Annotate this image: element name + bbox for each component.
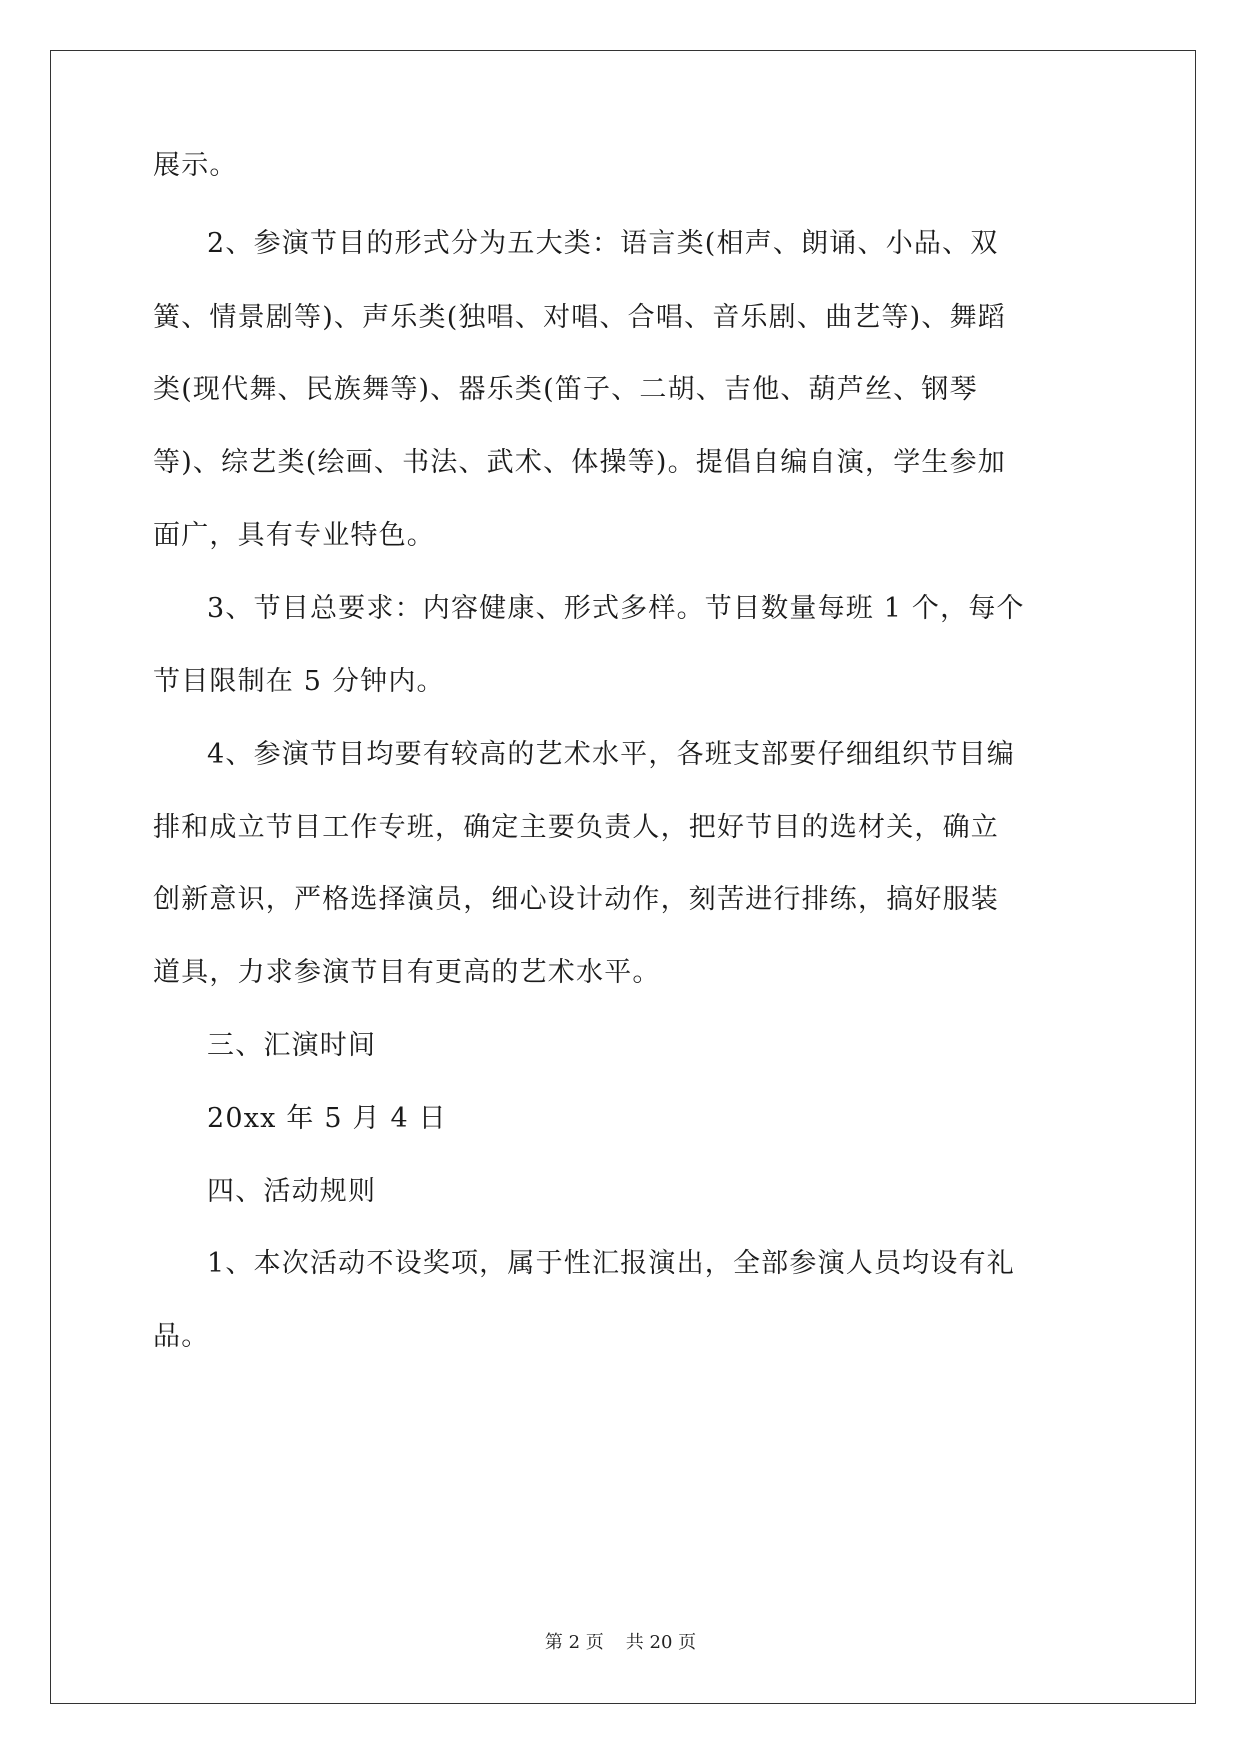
text-line: 展示。	[153, 150, 238, 181]
text-line: 3、节目总要求：内容健康、形式多样。节目数量每班 1 个，每个	[207, 593, 1025, 624]
text-line: 排和成立节目工作专班，确定主要负责人，把好节目的选材关，确立	[153, 812, 999, 843]
section-heading: 四、活动规则	[207, 1176, 377, 1207]
text-line: 20xx 年 5 月 4 日	[207, 1103, 447, 1134]
text-line: 面广，具有专业特色。	[153, 520, 435, 551]
page-footer	[0, 1631, 1241, 1655]
text-line: 2、参演节目的形式分为五大类：语言类(相声、朗诵、小品、双	[207, 228, 999, 259]
text-line: 簧、情景剧等)、声乐类(独唱、对唱、合唱、音乐剧、曲艺等)、舞蹈	[153, 302, 1006, 333]
text-line: 道具，力求参演节目有更高的艺术水平。	[153, 957, 661, 988]
text-line: 1、本次活动不设奖项，属于性汇报演出，全部参演人员均设有礼	[207, 1248, 1015, 1279]
section-heading: 三、汇演时间	[207, 1030, 377, 1061]
text-line: 品。	[153, 1321, 210, 1352]
text-line: 等)、综艺类(绘画、书法、武术、体操等)。提倡自编自演，学生参加	[153, 447, 1006, 478]
text-line: 创新意识，严格选择演员，细心设计动作，刻苦进行排练，搞好服装	[153, 884, 999, 915]
text-line: 类(现代舞、民族舞等)、器乐类(笛子、二胡、吉他、葫芦丝、钢琴	[153, 374, 978, 405]
page-number: 第 2 页	[544, 1632, 604, 1653]
text-line: 节目限制在 5 分钟内。	[153, 666, 445, 697]
text-line: 4、参演节目均要有较高的艺术水平，各班支部要仔细组织节目编	[207, 739, 1015, 770]
page-total: 共 20 页	[625, 1632, 697, 1653]
